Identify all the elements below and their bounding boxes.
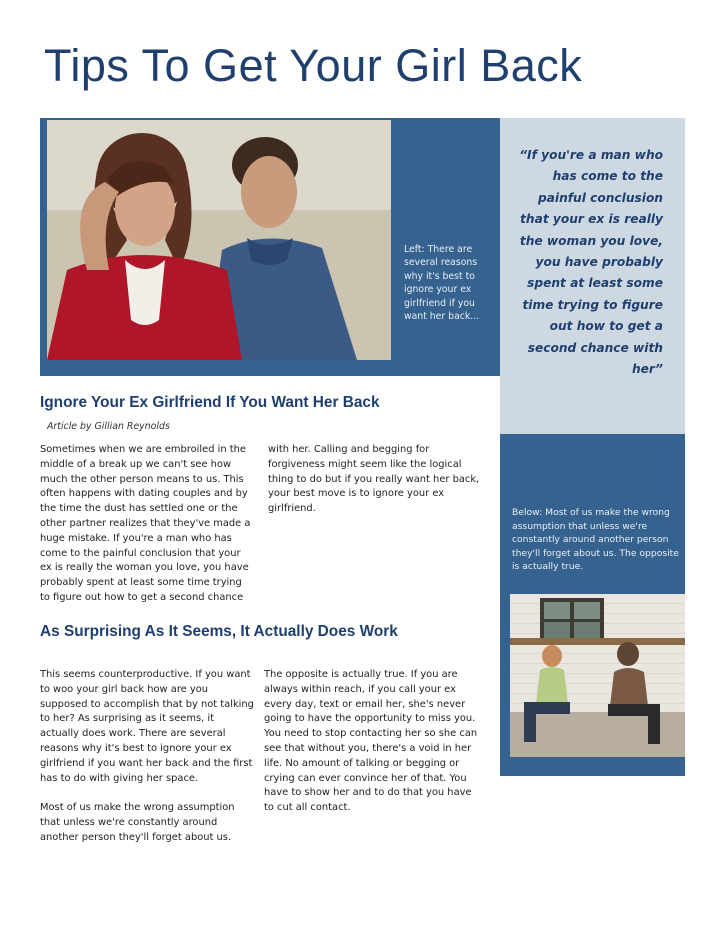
article-column-3 [40,668,255,846]
article-heading-1: Ignore Your Ex Girlfriend If You Want Her Back [40,394,380,411]
porch-photo [510,594,685,757]
pull-quote: “If you're a man who has come to the painful conclusion that your ex is really the woman you love, you have probably spent at least some time trying to figure out how to get a second chance with her” [519,148,663,377]
byline: Article by Gillian Reynolds [47,421,170,432]
article-column-4: The opposite is actually true. If you are always within reach, if you call your ex every day, text or email her, she's never going to have the opportunity to miss you. You need to stop contacting her so she can see that without you, there's a void in her life. No amount of talking or begging or crying can ever convince her of that. You have to show her and to do that you have to cut all contact. [264,669,478,814]
couple-photo [47,120,391,360]
paragraph: This seems counterproductive. If you want to woo your girl back how are you supposed to accomplish that by not talking to her? As surprising as it seems, it actually does work. There are several reasons why it's best to ignore your ex girlfriend if you want her back and the first has to do with giving her space. [40,669,254,784]
porch-illustration [510,594,685,757]
article-heading-2: As Surprising As It Seems, It Actually Does Work [40,623,398,640]
paragraph: Most of us make the wrong assumption that unless we're constantly around another person they'll forget about us. [40,802,235,843]
article-column-2: with her. Calling and begging for forgiveness might seem like the logical thing to do but if you really want her back, your best move is to ignore your ex girlfriend. [268,444,480,515]
article-column-1: Sometimes when we are embroiled in the middle of a break up we can't see how much the other person means to us. This often happens with dating couples and by the time the dust has settled one or the other partner realizes that they've made a huge mistake. If you're a man who has come to the painful conclusion that your ex is really the woman you love, you have probably spent at least some time trying to figure out how to get a second chance [40,444,251,603]
couple-illustration [47,120,391,360]
side-caption: Below: Most of us make the wrong assumption that unless we're constantly around another person they'll forget about us. The opposite is actually true. [512,507,679,573]
page-title: Tips To Get Your Girl Back [44,40,583,91]
hero-caption: Left: There are several reasons why it's best to ignore your ex girlfriend if you want her back... [404,244,480,323]
